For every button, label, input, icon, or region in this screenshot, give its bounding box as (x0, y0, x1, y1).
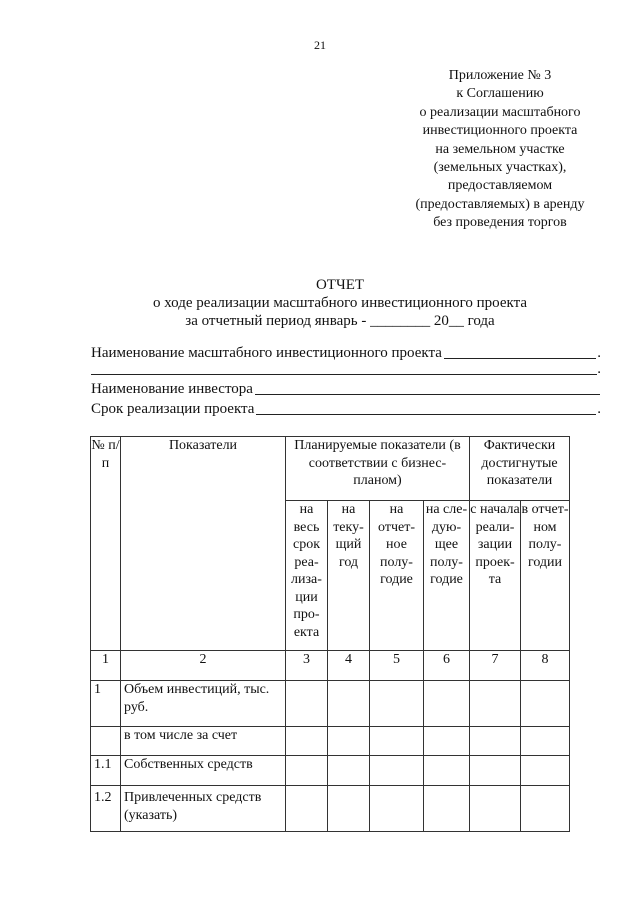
table-cell[interactable] (328, 786, 370, 832)
project-name-continuation[interactable]: . (91, 363, 601, 379)
column-number: 5 (370, 651, 424, 681)
table-cell[interactable] (286, 786, 328, 832)
row-indicator: Привлеченных средств (указать) (121, 786, 286, 832)
column-number: 3 (286, 651, 328, 681)
appendix-line: без проведения торгов (433, 215, 567, 231)
table-row (91, 727, 570, 756)
column-number: 1 (91, 651, 121, 681)
table-cell[interactable] (424, 756, 470, 786)
appendix-block (380, 67, 620, 233)
col-header-num: № п/п (91, 437, 121, 651)
investor-label: Наименование инвестора (91, 381, 253, 397)
header-row (91, 437, 570, 501)
appendix-line: о реализации масштабного (419, 104, 581, 120)
investor-blank[interactable] (255, 393, 600, 395)
column-number: 6 (424, 651, 470, 681)
table-row (91, 756, 570, 786)
report-heading: ОТЧЕТ (315, 277, 365, 293)
table-cell[interactable] (328, 727, 370, 756)
table-cell[interactable] (521, 756, 570, 786)
sub-header-since-start: с начала реали-зации проек-та (470, 501, 521, 651)
table-cell[interactable] (286, 756, 328, 786)
column-number: 2 (121, 651, 286, 681)
appendix-line: (земельных участках), (433, 160, 567, 176)
table-cell[interactable] (370, 681, 424, 727)
table-cell[interactable] (328, 681, 370, 727)
term-blank[interactable] (256, 413, 596, 415)
project-name-blank-2[interactable] (91, 373, 597, 375)
col-header-actual: Фактически достигнутые показатели (470, 437, 570, 501)
appendix-line: Приложение № 3 (448, 68, 552, 83)
table-cell[interactable] (470, 681, 521, 727)
table-cell[interactable] (328, 756, 370, 786)
project-name-label: Наименование масштабного инвестиционного проекта (91, 345, 442, 361)
table-row (91, 786, 570, 832)
project-name-field[interactable]: Наименование масштабного инвестиционного проекта . (91, 345, 601, 361)
column-number: 7 (470, 651, 521, 681)
project-name-blank[interactable] (444, 357, 596, 359)
appendix-line: инвестиционного проекта (422, 123, 578, 139)
table-cell[interactable] (424, 681, 470, 727)
table-cell[interactable] (521, 681, 570, 727)
table-cell[interactable] (424, 727, 470, 756)
page-number: 21 (314, 38, 326, 52)
appendix-line: (предоставляемых) в аренду (415, 196, 585, 212)
sub-header-current-year: на теку-щий год (328, 501, 370, 651)
column-number: 4 (328, 651, 370, 681)
sub-header-full-term: на весь срок реа-лиза-ции про-екта (286, 501, 328, 651)
table-cell[interactable] (521, 727, 570, 756)
report-table (90, 436, 570, 832)
row-number: 1.1 (91, 756, 121, 786)
table-cell[interactable] (424, 786, 470, 832)
sub-header-next-half: на сле-дую-щее полу-годие (424, 501, 470, 651)
row-indicator: в том числе за счет (121, 727, 286, 756)
appendix-line: на земельном участке (435, 141, 565, 157)
table-cell[interactable] (470, 727, 521, 756)
table-cell[interactable] (470, 756, 521, 786)
col-header-indicators: Показатели (121, 437, 286, 651)
sub-header-reporting-half: на отчет-ное полу-годие (370, 501, 424, 651)
project-fields (91, 343, 601, 419)
table-cell[interactable] (286, 727, 328, 756)
report-subtitle: о ходе реализации масштабного инвестиционного проекта (153, 295, 527, 311)
term-field[interactable]: Срок реализации проекта . (91, 401, 601, 417)
table-cell[interactable] (370, 786, 424, 832)
table-cell[interactable] (521, 786, 570, 832)
col-header-planned: Планируемые показатели (в соответствии с бизнес-планом) (286, 437, 470, 501)
table-cell[interactable] (286, 681, 328, 727)
row-number: 1 (91, 681, 121, 727)
table-cell[interactable] (370, 756, 424, 786)
row-indicator: Объем инвестиций, тыс. руб. (121, 681, 286, 727)
investor-field[interactable] (91, 379, 601, 399)
sub-header-in-reporting-half: в отчет-ном полу-годии (521, 501, 570, 651)
appendix-line: к Соглашению (456, 86, 544, 102)
term-label: Срок реализации проекта (91, 401, 255, 417)
table-cell[interactable] (470, 786, 521, 832)
report-period: за отчетный период январь - ________ 20__ года (185, 313, 495, 329)
report-title-block (0, 276, 640, 330)
table-cell[interactable] (370, 727, 424, 756)
row-number (91, 727, 121, 756)
row-indicator: Собственных средств (121, 756, 286, 786)
column-number-row (91, 651, 570, 681)
appendix-line: предоставляемом (447, 178, 553, 194)
table-row (91, 681, 570, 727)
row-number: 1.2 (91, 786, 121, 832)
column-number: 8 (521, 651, 570, 681)
